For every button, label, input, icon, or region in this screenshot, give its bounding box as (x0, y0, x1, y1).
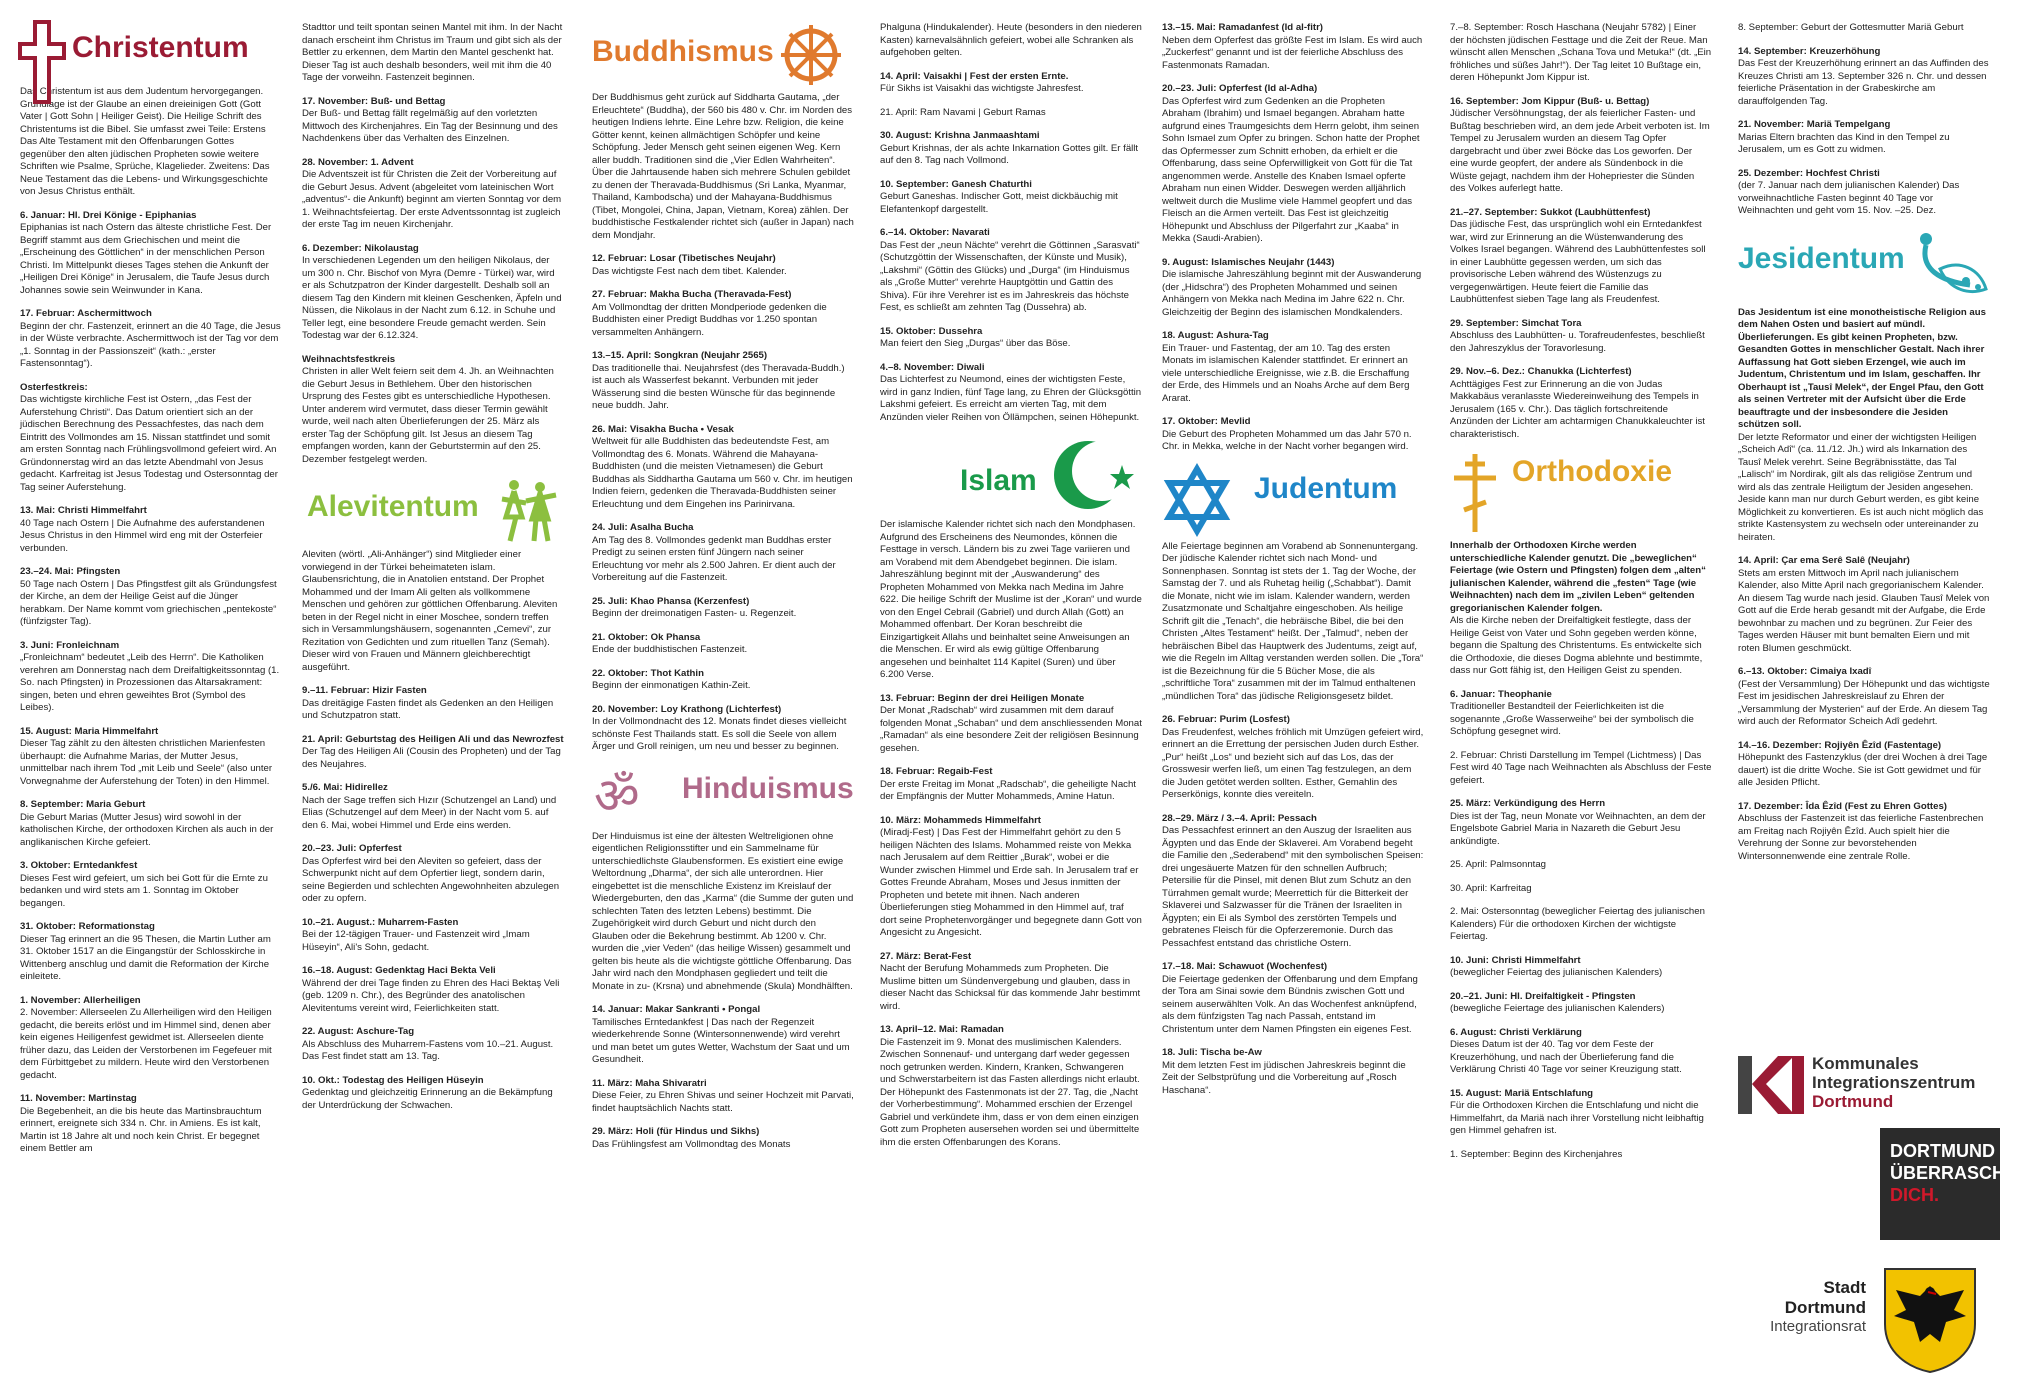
entry-islam-items-5: 13. April–12. Mai: Ramadan Die Fastenzeit im 9. Monat des muslimischen Kalenders. Zwischen Sonnenauf- und untergang darf weder gegessen noch getrunken werden. Kindern, Kranken, Schwangeren und Schwerstarbeitern ist das Fasten allerdings nicht erlaubt. Der Höhepunkt des Fastenmonats ist der 27. Tag, die „Nacht der Vorherbestimmung“. Mohammed erschien der Erzengel Gabriel und verkündete ihm, dass er von dem einen einzigen Gott zum Propheten ausersehen worden sei und übermittelte ihm die ersten Offenbarungen des Korans. (880, 1024, 1140, 1148)
dortmund-ueberrascht-logo (1880, 1128, 2019, 1240)
orthodoxie-header (1450, 452, 1712, 534)
entry-orthodoxie-items-9: 6. August: Christi Verklärung Dieses Datum ist der 40. Tag vor dem Feste der Kreuzerhöhung, und nach der Überlieferung fand die Verklärung Christi 40 Tage vor seiner Kreuzigung statt. (1450, 1026, 1682, 1075)
hinduismus-title: Hinduismus (682, 771, 854, 805)
entry-orthodoxie-items-5: 30. April: Karfreitag (1450, 882, 1532, 894)
entry-judentum-items-1: 26. Februar: Purim (Losfest) Das Freudenfest, welches fröhlich mit Umzügen gefeiert wird, erinnert an die Errettung der persischen Juden durch Esther. „Pur“ heißt „Los“ und bezieht sich auf das Los, das der Grosswesir werfen ließ, um einen Tag festzulegen, an dem die Juden getötet werden sollten. Esther, Gemahlin des Perserkönigs, konnte dies vereiteln. (1162, 714, 1424, 800)
entry-islam_col1-3: 18. August: Ashura-Tag Ein Trauer- und Fastentag, der am 10. Tag des ersten Monats im islamischen Kalender stattfindet. Er erinnert an viele unterschiedliche Ereignisse, wie z.B. die Erschaffung der Erde, des Himmels und an Noahs Arche auf dem Berg Ararat. (1162, 330, 1410, 404)
entry-christentum-col1-1: 6. Januar: Hl. Drei Könige - Epiphanias Epiphanias ist nach Ostern das älteste christliche Fest. Der Begriff stammt aus dem Griechischen und meint die „Erscheinung des Göttlichen“ in der menschlichen Person Christi. Im Mittelpunkt dieses Tages stehen die Ankunft der „Heiligen Drei Könige“ in Jerusalem, die Taufe Jesus durch Johannes sowie sein Weinwunder in Kana. (20, 209, 272, 296)
entry-orthodoxie-items-11: 1. September: Beginn des Kirchenjahres (1450, 1148, 1623, 1160)
kiz-line-1: Kommunales (1812, 1054, 1919, 1073)
entry-hinduismus-items-3: 29. März: Holi (für Hindus und Sikhs) Das Frühlingsfest am Vollmondtag des Monats (592, 1126, 791, 1150)
entry-judentum_col7-1: 16. September: Jom Kippur (Buß- u. Bettag) Jüdischer Versöhnungstag, der als feierlicher Fasten- und Bußtag beschrieben wird, an dem jede Arbeit verboten ist. Im Tempel zu Jerusalem wurden an diesem Tag Opfer dargebracht und über zwei Böcke das Los geworfen. Der eine wurde geopfert, der andere als Sündenbock in die Wüste gejagt, nachdem ihm der Hohepriester die Sünden des Volkes auferlegt hatte. (1450, 95, 1710, 194)
judentum-title: Judentum (1254, 471, 1398, 505)
column-2 (302, 22, 564, 1382)
entry-hinduismus_cont-4: 10. September: Ganesh Chaturthi Geburt Ganeshas. Indischer Gott, meist dickbäuchig mit Elefantenkopf dargestellt. (880, 178, 1118, 215)
entry-christentum-col1-3: Osterfestkreis: Das wichtigste kirchliche Fest ist Ostern, „das Fest der Auferstehung Christi“. Das Datum orientiert sich an der jüdischen Berechnung des Pessachfestes, das nach dem Eintritt des Vollmondes am 15. Nissan stattfindet und somit am ersten Sonntag nach Frühlingsvollmond gefeiert wird. An Gründonnerstag wird an das letzte Abendmahl von Jesus gedacht. Karfreitag ist Jesus Todestag und Ostersonntag der Tag seiner Auferstehung. (20, 381, 278, 493)
judentum-header (1162, 465, 1424, 535)
entry-hinduismus-items-0: Der Hinduismus ist eine der ältesten Weltreligionen ohne eigentlichen Religionsstifter und ein Sammelname für unterschiedlichste Glaubensformen. Es existiert eine ewige Weltordnung „Dharma“, der sich alle unterordnen. Hier eingebettet ist die menschliche Existenz im Kreislauf der Wiedergeburten, den das „Karma“ (die Summe der guten und schlechten Taten des letzten Lebens) bestimmt. Die Zugehörigkeit wird durch Geburt und nicht durch den Glauben oder die Bekehrung bestimmt. Ab 1200 v. Chr. wurden die „vier Veden“ (das heilige Wissen) gesammelt und gelten bis heute als die wichtigste göttliche Offenbarung. Das Jahr wird nach den Mondphasen gegliedert und teilt die Monate in zu- (Krsna) und abnehmende (Skula) Mondhälften. (592, 830, 854, 992)
entry-orthodoxie-items-3: 25. März: Verkündigung des Herrn Dies ist der Tag, neun Monate vor Weihnachten, an dem der Engelsbote Gabriel Maria in Nazareth die Geburt Jesu ankündigte. (1450, 798, 1706, 847)
christentum-text-1 (20, 86, 282, 1156)
entry-buddhismus-items-4: 26. Mai: Visakha Bucha • Vesak Weltweit für alle Buddhisten das bedeutendste Fest, am Vollmondtag des 6. Monats. Während die Mahayana-Buddhisten (und die meisten Vietnamesen) die Geburt Buddhas als Siddhartha Gautama um 560 v. Chr. im heutigen Indien feiern, gedenken die Theravada-Buddhisten seiner Erleuchtung und dem Eingehen ins Parinirvana. (592, 423, 853, 510)
entry-col8-1: 14. September: Kreuzerhöhung Das Fest der Kreuzerhöhung erinnert an das Auffinden des Kreuzes Christi am 13. September 326 n. Chr. und dessen feierliche Präsentation in der Grabeskirche am darauffolgenden Tag. (1738, 45, 1989, 107)
entry-orthodoxie-items-7: 10. Juni: Christi Himmelfahrt (beweglicher Feiertag des julianischen Kalenders) (1450, 954, 1663, 978)
entry-christentum-col2-3: 6. Dezember: Nikolaustag In verschiedenen Legenden um den heiligen Nikolaus, der um 300 n. Chr. Bischof von Myra (Demre - Türkei) war, wird er als Schutzpatron der Kinder dargestellt. Deshalb soll an diesem Tag den Kindern mit kleinen Geschenken, Äpfeln und Nüssen, die Nikolaus in der Nacht zum 6.12. in Schuhe und Teller legt, eine besondere Freude gemacht werden. Sein Todestag war der 6.12.324. (302, 242, 562, 341)
islam-header (880, 435, 1142, 513)
entry-judentum_col7-3: 29. September: Simchat Tora Abschluss des Laubhütten- u. Torafreudenfestes, beschließt den Jahreszyklus der Toravorlesung. (1450, 317, 1705, 354)
entry-jesidentum-items-0: Das Jesidentum ist eine monotheistische Religion aus dem Nahen Osten und basiert auf mündl. Überlieferungen. Es gibt keinen Propheten, bzw. Gesandten Gottes in menschlicher Gestalt. Nach ihrer Auffassung hat Gott sieben Erzengel, wie auch im Judentum, Christentum und im Islam, geschaffen. Ihr Oberhaupt ist „Tausî Melek“, der Engel Pfau, den Gott als seinen Vertreter mit der Aufsicht über die Erde beauftragte und der insbesondere die Jesiden schützen soll. Der letzte Reformator und einer der wichtigsten Heiligen „Scheich Adî“ (ca. 11./12. Jh.) wird als Inkarnation des Tausî Melek verehrt. Seine Begräbnisstätte, das Tal „Lalisch“ im Nordirak, gilt als das religiöse Zentrum und wird als das zentrale Heiligtum der Jesiden angesehen. Jeside kann man nur durch Geburt werden, es gibt keine Möglichkeit zu konvertieren. Es ist auch nicht möglich das strikte Kastensystem zu wechseln oder untereinander zu heiraten. (1738, 306, 1986, 543)
entry-islam_col1-4: 17. Oktober: Mevlid Die Geburt des Propheten Mohammed um das Jahr 570 n. Chr. in Mekka, welche in der Nacht vorher begangen wird. (1162, 416, 1412, 452)
entry-buddhismus-items-1: 12. Februar: Losar (Tibetisches Neujahr) Das wichtigste Fest nach dem tibet. Kalender. (592, 253, 787, 277)
entry-jesidentum-items-1: 14. April: Çar ema Serê Salê (Neujahr) Stets am ersten Mittwoch im April nach julianischem Kalender, also Mitte April nach gregorianischem Kalender. An diesem Tag wurde nach jesid. Glauben Tausî Melek von Gott auf die Erde herab gesandt mit der Aufgabe, die Erde bewohnbar zu machen und zu begrünen. Zur Feier des Tages werden Häuser mit bunt bemalten Eiern und mit roten Blumen geschmückt. (1738, 555, 1990, 654)
entry-islam-items-1: 13. Februar: Beginn der drei Heiligen Monate Der Monat „Radschab“ wird zusammen mit dem darauf folgenden Monat „Schaban“ und dem anschliessenden Monat „Ramadan“ als eine besondere Zeit der religiösen Besinnung gesehen. (880, 692, 1142, 754)
islam-title: Islam (960, 464, 1037, 497)
entry-alevitentum-items-8: 10. Okt.: Todestag des Heiligen Hüseyin Gedenktag und gleichzeitig Erinnerung an die Bekämpfung der Unterdrückung der Schwachen. (302, 1074, 553, 1111)
kiz-logo (1738, 1052, 1990, 1122)
entry-col8-0: 8. September: Geburt der Gottesmutter Mariä Geburt (1738, 22, 1964, 33)
entry-alevitentum-items-7: 22. August: Aschure-Tag Als Abschluss des Muharrem-Fastens vom 10.–21. August. Das Fest findet statt am 13. Tag. (302, 1026, 554, 1062)
dharma-wheel-icon (778, 22, 844, 88)
entry-hinduismus-items-2: 11. März: Maha Shivaratri Diese Feier, zu Ehren Shivas und seiner Hochzeit mit Parvati, findet hauptsächlich Nachts statt. (592, 1077, 854, 1114)
column-3 (592, 22, 854, 1382)
hinduismus-text-cont (880, 22, 1142, 424)
entry-judentum_col7-4: 29. Nov.–6. Dez.: Chanukka (Lichterfest) Achttägiges Fest zur Erinnerung an die von Judas Makkabäus veranlasste Wiedereinweihung des Tempels in Jerusalem (165 v. Chr.). Das täglich fortschreitende Anzünden der Lichter am achtarmigen Chanukkaleuchter ist charakteristisch. (1450, 366, 1705, 440)
orthodoxie-text (1450, 540, 1712, 1161)
entry-christentum-col1-0: Das Christentum ist aus dem Judentum hervorgegangen. Grundlage ist der Glaube an einen dreieinigen Gott (Gott Vater | Gott Sohn | Heiliger Geist). Die Heilige Schrift des Christentums ist die Bibel. Sie umfasst zwei Teile: Erstens Das Alte Testament mit den Offenbarungen Gottes gegenüber den alten jüdischen Propheten sowie weitere Schriften wie Psalme, Sprüche, Klagelieder. Zweitens: Das Neue Testament das die Lebens- und Wirkungsgeschichte von Jesus Christus enthält. (20, 86, 270, 197)
jesidentum-text (1738, 307, 1990, 864)
entry-christentum-col1-6: 3. Juni: Fronleichnam „Fronleichnam“ bedeutet „Leib des Herrn“. Die Katholiken verehren am Donnerstag nach dem Dreifaltigkeitssonntag (1. So. nach Pfingsten) in Prozessionen das Altarsakrament: singen, beten und ehren geweihtes Brot (Symbol des Leibes). (20, 639, 280, 713)
orthodoxie-text-cont (1738, 22, 1990, 218)
christentum-header (20, 22, 282, 80)
buddhismus-title: Buddhismus (592, 35, 774, 68)
entry-christentum-col1-11: 1. November: Allerheiligen 2. November: Allerseelen Zu Allerheiligen wird den Heiligen gedacht, die bereits erlöst und im Himmel sind, denen aber kein eigenes Heiligenfest gewidmet ist. Allerseelen diente früher dazu, das Leiden der Verstorbenen im Fegefeuer mit dem Fürbittgebet zu mildern. Heute wird den Verstorbenen gedacht. (20, 994, 272, 1081)
entry-islam-items-2: 18. Februar: Regaib-Fest Der erste Freitag im Monat „Radschab“, die geheiligte Nacht der Empfängnis der Mutter Mohammeds, Amine Hatun. (880, 766, 1136, 802)
peacock-icon (1910, 229, 1990, 301)
entry-alevitentum-items-6: 16.–18. August: Gedenktag Haci Bekta Veli Während der drei Tage finden zu Ehren des Haci Bektaş Veli (geb. 1209 n. Chr.), des Begründer des anatolischen Alevitentums vereint wird, Feierlichkeiten statt. (302, 965, 560, 1014)
column-6 (1450, 22, 1712, 1382)
entry-hinduismus_cont-7: 4.–8. November: Diwali Das Lichterfest zu Neumond, eines der wichtigsten Feste, wird in ganz Indien, fünf Tage lang, zu Ehren der Glücksgöttin Lakshmi gefeiert. Es erreicht am vierten Tag, mit dem Anzünden vieler Reihen von Öllämpchen, seinen Höhepunkt. (880, 361, 1142, 423)
entry-orthodoxie-items-8: 20.–21. Juni: Hl. Dreifaltigkeit - Pfingsten (bewegliche Feiertage des julianischen Kalenders) (1450, 990, 1665, 1014)
jesidentum-header (1738, 229, 1990, 301)
ki-logo-icon (1738, 1056, 1804, 1114)
entry-buddhismus-items-2: 27. Februar: Makha Bucha (Theravada-Fest) Am Vollmondtag der dritten Mondperiode gedenken die Buddhisten einer Predigt Buddhas vor 1.250 spontan versammelten Anhängern. (592, 289, 827, 338)
entry-christentum-col1-9: 3. Oktober: Erntedankfest Dieses Fest wird gefeiert, um sich bei Gott für die Ernte zu bedanken und wird stets am 1. Sonntag im Oktober begangen. (20, 860, 268, 909)
entry-orthodoxie-items-1: 6. Januar: Theophanie Traditioneller Bestandteil der Feierlichkeiten ist die sogenannte „Große Wasserweihe“ bei der symbolisch die Schöpfung gesegnet wird. (1450, 688, 1694, 737)
entry-islam_col1-1: 20.–23. Juli: Opferfest (Id al-Adha) Das Opferfest wird zum Gedenken an die Propheten Abraham (Ibrahim) und Ismael begangen. Abraham hatte aufgrund eines Traumgesichts dem Herrn gelobt, ihm seinen Sohn Ismael zum Opfer zu bringen. Schon hatte der Prophet das Opfermesser zum Schnitt erhoben, da erhielt er die Offenbarung, dass seine Opferwilligkeit von Gott für die Tat angenommen werde. Anstelle des Knaben Ismael opferte Abraham nun einen Widder. Deswegen werden alljährlich weltweit durch die Muslime viele Hammel geopfert und das Fleisch an die Armen verteilt. Das Fest ist gleichzeitig Höhepunkt und Abschluss der Pilgerfahrt zur „Kaaba“ in Mekka (Saudi-Arabien). (1162, 83, 1420, 244)
cross-icon (20, 22, 64, 102)
kiz-line-2: Integrationszentrum (1812, 1073, 1976, 1092)
eagle-crest-icon (1880, 1264, 1980, 1374)
buddhismus-text (592, 92, 854, 754)
entry-christentum-col2-1: 17. November: Buß- und Bettag Der Buß- und Bettag fällt regelmäßig auf den vorletzten Mittwoch des Kirchenjahres. Ein Tag der Besinnung und des Nachdenkens über das Verhalten des Einzelnen. (302, 95, 558, 144)
buddhismus-header (592, 22, 854, 86)
entry-buddhismus-items-9: 20. November: Loy Krathong (Lichterfest) In der Vollmondnacht des 12. Monats findet dieses vielleicht schönste Fest Thailands statt. Es soll die Seele von allem Ärger und Groll reinigen, um neu und besser zu beginnen. (592, 703, 847, 752)
entry-islam_col1-0: 13.–15. Mai: Ramadanfest (Id al-fitr) Neben dem Opferfest das größte Fest im Islam. Es wird auch „Zuckerfest“ genannt und ist der feierliche Abschluss des Fastenmonats Ramadan. (1162, 22, 1423, 71)
orthodoxie-title: Orthodoxie (1512, 455, 1673, 488)
column-4 (880, 22, 1142, 1382)
judentum-text-cont (1450, 22, 1712, 441)
integrationsrat-text: Integrationsrat (1770, 1318, 1866, 1335)
entry-orthodoxie-items-6: 2. Mai: Ostersonntag (beweglicher Feiertag des julianischen Kalenders) Für die orthodoxen Kirchen der wichtigste Feiertag. (1450, 906, 1705, 942)
entry-hinduismus_cont-5: 6.–14. Oktober: Navarati Das Fest der „neun Nächte“ verehrt die Göttinnen „Sarasvati“ (Schutzgöttin der Wissenschaften, der Künste und Musik), „Lakshmi“ (Göttin des Glücks) und „Durga“ (im Hinduismus als „Große Mutter“ verehrte Hauptgöttin und Gattin des Shiva). Für ihre Verehrer ist es im Jahreskreis das höchste Fest, es schließt am zehnten Tag (Dussehra) ab. (880, 227, 1140, 313)
entry-christentum-col1-12: 11. November: Martinstag Die Begebenheit, an die bis heute das Martinsbrauchtum erinnert, ereignete sich 334 n. Chr. in Amiens. Es ist kalt, Martin ist 18 Jahre alt und noch kein Christ. Er begegnet einem Bettler am (20, 1093, 262, 1154)
entry-christentum-col1-4: 13. Mai: Christi Himmelfahrt 40 Tage nach Ostern | Die Aufnahme des auferstandenen Jesus Christus in den Himmel wird eng mit der Osterfeier verbunden. (20, 505, 265, 554)
hinduismus-text (592, 831, 854, 1152)
dortmund-line-2: ÜBERRASCHT. (1890, 1163, 2019, 1183)
entry-hinduismus_cont-6: 15. Oktober: Dussehra Man feiert den Sieg „Durgas“ über das Böse. (880, 325, 1071, 349)
christentum-title: Christentum (72, 31, 249, 64)
column-1 (20, 22, 282, 1382)
entry-buddhismus-items-3: 13.–15. April: Songkran (Neujahr 2565) Das traditionelle thai. Neujahrsfest (des Theravada-Buddh.) ist auch als Wasserfest bekannt. Verbunden mit jeder Wässerung sind die besten Wünsche für das beginnende neue buddh. Jahr. (592, 350, 845, 411)
entry-jesidentum-items-2: 6.–13. Oktober: Cimaiya Ixadî (Fest der Versammlung) Der Höhepunkt und das wichtigste Fest im jesidischen Jahreskreislauf zu Ehren der „Versammlung der Mysterien“ auf der Erde. An diesem Tag wird auch der Reformator Scheich Adî gedehrt. (1738, 666, 1990, 727)
star-of-david-icon (1162, 465, 1232, 535)
stadt-dortmund-logo (1738, 1272, 1990, 1372)
entry-alevitentum-items-3: 5./6. Mai: Hidirellez Nach der Sage treffen sich Hızır (Schutzengel an Land) und Elias (Schutzengel auf dem Meer) in der Nacht vom 5. auf den 6. Mai, wobei Himmel und Erde eins werden. (302, 782, 557, 831)
dancers-icon (492, 477, 562, 543)
entry-buddhismus-items-8: 22. Oktober: Thot Kathin Beginn der einmonatigen Kathin-Zeit. (592, 667, 751, 691)
svg-text:ॐ: ॐ (594, 766, 640, 825)
entry-col8-3: 25. Dezember: Hochfest Christi (der 7. Januar nach dem julianischen Kalender) Das vorweihnachtliche Fasten beginnt 40 Tage vor Weihnachten und geht vom 15. Nov. –25. Dez. (1738, 167, 1960, 216)
entry-islam-items-4: 27. März: Berat-Fest Nacht der Berufung Mohammeds zum Propheten. Die Muslime bitten um Sündenvergebung und glauben, dass in dieser Nacht das Schicksal für das kommende Jahr bestimmt wird. (880, 950, 1141, 1012)
entry-christentum-col2-0: Stadttor und teilt spontan seinen Mantel mit ihm. In der Nacht danach erscheint ihm Christus im Traum und gibt sich als der Bettler zu erkennen, dem Martin den Mantel geschenkt hat. Dieser Tag ist auch deshalb besonders, weil mit ihm die 40 Tage der vorweihn. Fastenzeit beginnen. (302, 22, 563, 83)
entry-christentum-col1-2: 17. Februar: Aschermittwoch Beginn der chr. Fastenzeit, erinnert an die 40 Tage, die Jesus in der Wüste verbrachte. Aschermittwoch ist der Tag vor dem „1. Sonntag in der Passionszeit“ (kath.: „erster Fastensonntag“). (20, 308, 281, 369)
entry-alevitentum-items-5: 10.–21. August.: Muharrem-Fasten Bei der 12-tägigen Trauer- und Fastenzeit wird „Imam Hüseyin“, Ali's Sohn, gedacht. (302, 916, 530, 953)
hinduismus-header (592, 765, 854, 825)
alevitentum-header (302, 477, 564, 543)
jesidentum-title: Jesidentum (1738, 241, 1905, 275)
entry-islam-items-0: Der islamische Kalender richtet sich nach den Mondphasen. Aufgrund des Erscheinens des Neumondes, können die Festtage in versch. Ländern bis zu zwei Tage variieren und am Vorabend mit dem Abendgebet beginnen. Die islam. Jahreszählung beginnt mit der „Auswanderung“ des Propheten Mohammed von Mekka nach Medina im Jahre 622. Die heilige Schrift der Muslime ist der „Koran“ und wurde von den Engel Cebrail (Gabriel) und durch Allah (Gott) an Mohammed offenbart. Der Koran beschreibt die Einzigartigkeit Allahs und beinhaltet seine Anweisungen an die Menschen. Er wird als ewig gültige Offenbarung angesehen und beinhaltet 114 Kapitel (Suren) und über 6.200 Verse. (880, 519, 1142, 680)
entry-christentum-col1-8: 8. September: Maria Geburt Die Geburt Marias (Mutter Jesus) wird sowohl in der katholischen Kirche, der orthodoxen Kirchen als auch in der anglikanischen Kirche gefeiert. (20, 799, 274, 848)
entry-orthodoxie-items-10: 15. August: Mariä Entschlafung Für die Orthodoxen Kirchen die Entschlafung und nicht die Himmelfahrt, da Mariä nach ihrer Vorstellung nicht leibhaftig gen Himmel gehafren ist. (1450, 1087, 1704, 1136)
entry-jesidentum-items-4: 17. Dezember: Îda Êzîd (Fest zu Ehren Gottes) Abschluss der Fastenzeit ist das feierliche Fastenbrechen am Freitag nach Rojiyên Êzîd. Auch spielt hier die Verehrung der Sonne zur bevorstehenden Wintersonnenwende eine zentrale Rolle. (1738, 800, 1984, 862)
entry-christentum-col1-7: 15. August: Maria Himmelfahrt Dieser Tag zählt zu den ältesten christlichen Marienfesten überhaupt: die Aufnahme Marias, der Mutter Jesus, unmittelbar nach ihrem Tod „mit Leib und Seele“ (also unter Vorwegnahme der Auferstehung der Toten) in den Himmel. (20, 725, 273, 787)
entry-col8-2: 21. November: Mariä Tempelgang Marias Eltern brachten das Kind in den Tempel zu Jerusalem, um es Gott zu widmen. (1738, 119, 1950, 155)
islam-text-cont (1162, 22, 1424, 454)
entry-hinduismus_cont-0: Phalguna (Hindukalender). Heute (besonders in den niederen Kasten) karnevalsähnlich gefeiert, wobei alle Schranken als aufgehoben gelten. (880, 22, 1142, 58)
entry-christentum-col1-10: 31. Oktober: Reformationstag Dieser Tag erinnert an die 95 Thesen, die Martin Luther am 31. Oktober 1517 an die Eingangstür der Schlosskirche in Wittenberg anschlug und damit die Reformation der Kirche einleitete. (20, 921, 271, 982)
entry-christentum-col1-5: 23.–24. Mai: Pfingsten 50 Tage nach Ostern | Das Pfingstfest gilt als Gründungsfest der Kirche, an dem der Heilige Geist auf die Jünger herabkam. Der Name kommt vom griechischen „pentekoste“ (fünfzigster Tag). (20, 566, 277, 627)
kiz-city: Dortmund (1812, 1092, 1894, 1111)
entry-islam_col1-2: 9. August: Islamisches Neujahr (1443) Die islamische Jahreszählung beginnt mit der Auswanderung (der „Hidschra“) des Propheten Mohammed und seinen Anhängern von Mekka nach Medina im Jahre 622 n. Chr. Gleichzeitig der Beginn des islamischen Mondkalenders. (1162, 256, 1422, 318)
entry-hinduismus_cont-3: 30. August: Krishna Janmaashtami Geburt Krishnas, der als achte Inkarnation Gottes gilt. Er fällt auf den 8. Tag nach Vollmond. (880, 130, 1139, 166)
entry-buddhismus-items-7: 21. Oktober: Ok Phansa Ende der buddhistischen Fastenzeit. (592, 631, 748, 655)
entry-judentum_col7-0: 7.–8. September: Rosch Haschana (Neujahr 5782) | Einer der höchsten jüdischen Festtage und die Zeit der Reue. Man wünscht allen Menschen „Schana Tova und Metuka!“ (dt. „Ein fröhliches und süßes Jahr!“). Der Tag leitet 10 Bußtage ein, deren Höhepunkt Jom Kippur ist. (1450, 22, 1712, 83)
entry-hinduismus_cont-1: 14. April: Vaisakhi | Fest der ersten Ernte. Für Sikhs ist Vaisakhi das wichtigste Jahresfest. (880, 70, 1084, 94)
crescent-star-icon (1052, 435, 1142, 513)
dortmund-line-1: DORTMUND (1890, 1141, 1995, 1161)
orthodox-cross-icon (1450, 452, 1500, 534)
entry-christentum-col2-4: Weihnachtsfestkreis Christen in aller Welt feiern seit dem 4. Jh. an Weihnachten die Geburt Jesus in Bethlehem. Über den historischen Ursprung des Festes gibt es unterschiedliche Hypothesen. Unter anderem wird vermutet, dass dieser Termin gewählt wurde, weil nach alten Überlieferungen der 25. März als erster Tag der Schöpfung gilt. Ist Jesus an diesem Tag empfangen worden, kann der Geburtstermin auf den 25. Dezember festgelegt werden. (302, 353, 554, 465)
entry-judentum-items-0: Alle Feiertage beginnen am Vorabend ab Sonnenuntergang. Der jüdische Kalender richtet sich nach Mond- und Sonnenphasen. Sonntag ist stets der 1. Tag der Woche, der Samstag der 7. und als Ruhetag heilig („Schabbat“). Damit die Monate, nicht wie im islam. Kalender wandern, werden Zusatzmonate und Schaltjahre eingeschoben. Als heilige Schrift gilt die „Tenach“, die hebräische Bibel, die bei den Christen „Altes Testament“ heißt. Der „Talmud“, neben der hebräischen Bibel das Hauptwerk des Judentums, zeigt auf, wie die Regeln im Alltag verstanden werden sollen. Die „Tora“ ist die Bezeichnung für die 5 Bücher Mose, die als „schriftliche Tora“ zusammen mit der im Talmud enthaltenen „mündlichen Tora“ das jüdische Religionsgesetz bildet. (1162, 540, 1424, 702)
entry-hinduismus-items-1: 14. Januar: Makar Sankranti • Pongal Tamilisches Erntedankfest | Das nach der Regenzeit wiederkehrende Sonne (Wintersonnenwende) wird verehrt und man betet um gutes Wetter, Wachstum der Saat und um Gesundheit. (592, 1004, 850, 1065)
entry-judentum-items-4: 18. Juli: Tischa be-Aw Mit dem letzten Fest im jüdischen Jahreskreis beginnt die Zeit der Selbstprüfung und die Vorbereitung auf „Rosch Haschana“. (1162, 1047, 1406, 1096)
entry-alevitentum-items-1: 9.–11. Februar: Hizir Fasten Das dreitägige Fasten findet als Gedenken an den Heiligen und Schutzpatron statt. (302, 685, 554, 721)
stadt-dortmund-text: Stadt Dortmund (1784, 1278, 1866, 1317)
islam-text (880, 519, 1142, 1149)
om-icon (592, 765, 652, 825)
entry-buddhismus-items-6: 25. Juli: Khao Phansa (Kerzenfest) Beginn der dreimonatigen Fasten- u. Regenzeit. (592, 595, 797, 619)
entry-judentum-items-2: 28.–29. März / 3.–4. April: Pessach Das Pessachfest erinnert an den Auszug der Israeliten aus Ägypten und das Ende der Sklaverei. Am Vorabend begeht die Familie den „Sederabend“ mit den symbolischen Speisen: drei ungesäuerte Matzen für den schnellen Aufbruch; Petersilie für die Pinsel, mit denen Blut zum Schutz an den Türrahmen gemalt wurde; Meerrettich für die Bitterkeit der Sklaverei und Salzwasser für die Tränen der Israeliten in Ägypten; ein Ei als Symbol des zerstörten Tempels und gebratenes Fleisch für die Opferzeremonie. Durch das Pessachfest entstand das christliche Ostern. (1162, 812, 1424, 949)
entry-orthodoxie-items-0: Innerhalb der Orthodoxen Kirche werden unterschiedliche Kalender genutzt. Die „beweglichen“ Feiertage (wie Ostern und Pfingsten) folgen dem „alten“ julianischen Kalender, während die „festen“ Tage (wie Weihnachten) nach dem im „zivilen Leben“ geltenden gregorianischen Kalender folgen. Als die Kirche neben der Dreifaltigkeit festlegte, dass der Heilige Geist von Vater und Sohn gegeben werden könne, begann die Spaltung des Christentums. Es entwickelte sich die Orthodoxie, die dieses Dogma ablehnte und bestimmte, dass nur Gott fähig ist, den Heiligen Geist zu spenden. (1450, 540, 1706, 676)
entry-christentum-col2-2: 28. November: 1. Advent Die Adventszeit ist für Christen die Zeit der Vorbereitung auf die Geburt Jesus. Advent (abgeleitet vom lateinischen Wort „adventus“- die Ankunft) beginnt am vierten Sonntag vor dem 1. Weihnachtsfeiertag. Der erste Adventssonntag ist zugleich der erste Tag im neuen Kirchenjahr. (302, 156, 562, 230)
entry-alevitentum-items-0: Aleviten (wörtl. „Ali-Anhänger“) sind Mitglieder einer vorwiegend in der Türkei beheimateten islam. Glaubensrichtung, die in Anatolien entstand. Der Prophet Mohammed und der Imam Ali gelten als vollkommene Menschen und gehören zur göttlichen Offenbarung. Aleviten beten in der Regel nicht in einer Moschee, sondern treffen sich in Versammlungshäusern, sogenannten „Cemevi“, zur Rezitation von Gedichten und zum rituellen Tanz (Semah). Dieser wird von Frauen und Männern gleichberechtigt ausgeführt. (302, 549, 558, 673)
entry-judentum-items-3: 17.–18. Mai: Schawuot (Wochenfest) Die Feiertage gedenken der Offenbarung und dem Empfang der Tora am Sinai sowie dem Bündnis zwischen Gott und seinem auserwählten Volk. An das Wochenfest anknüpfend, als dem fünfzigsten Tag nach Passah, entstand im Christentum unter dem Namen Pfingsten ein eigenes Fest. (1162, 961, 1418, 1035)
entry-alevitentum-items-2: 21. April: Geburtstag des Heiligen Ali und das Newrozfest Der Tag des Heiligen Ali (Cousin des Propheten) und der Tag des Neujahres. (302, 733, 564, 770)
dortmund-line-3: DICH. (1890, 1185, 1939, 1205)
christentum-text-2 (302, 22, 564, 466)
alevitentum-text (302, 549, 564, 1112)
entry-orthodoxie-items-2: 2. Februar: Christi Darstellung im Tempel (Lichtmess) | Das Fest wird 40 Tage nach Weihnachten als Abschluss der Feste gefeiert. (1450, 749, 1712, 786)
entry-buddhismus-items-5: 24. Juli: Asalha Bucha Am Tag des 8. Vollmondes gedenkt man Buddhas erster Predigt zu seinen ersten fünf Jüngern nach seiner Erleuchtung vor mehr als 2.500 Jahren. Er dient auch der Vorbereitung auf die Fastenzeit. (592, 522, 836, 583)
entry-buddhismus-items-0: Der Buddhismus geht zurück auf Siddharta Gautama, „der Erleuchtete“ (Buddha), der 560 bis 480 v. Chr. im Norden des heutigen Indiens lehrte. Eine Lehre bzw. Religion, die keine Götter kennt, keinen allmächtigen Schöpfer und keine Schöpfung. Jeder Mensch geht seinen eigenen Weg. Kern aller buddh. Traditionen sind die „Vier Edlen Wahrheiten“. Über die Jahrtausende haben sich mehrere Schulen gebildet zu denen der Theravada-Buddhismus (Sri Lanka, Myanmar, Thailand, Kambodscha) und der Mahayana-Buddhismus (Tibet, Mongolei, China, Japan, Vietnam, Korea) zählen. Der buddhistische Festkalender richtet sich (außer in Japan) nach dem Mondjahr. (592, 92, 854, 241)
judentum-text (1162, 541, 1424, 1098)
column-5 (1162, 22, 1424, 1382)
entry-orthodoxie-items-4: 25. April: Palmsonntag (1450, 859, 1546, 870)
entry-jesidentum-items-3: 14.–16. Dezember: Rojiyên Êzîd (Fastentage) Höhepunkt des Fastenzyklus (der drei Wochen à drei Tage dauert) ist die dritte Woche. Sie ist Gott gewidmet und für alle Jesiden Pflicht. (1738, 739, 1988, 788)
alevitentum-title: Alevitentum (307, 490, 479, 523)
entry-hinduismus_cont-2: 21. April: Ram Navami | Geburt Ramas (880, 106, 1046, 118)
entry-judentum_col7-2: 21.–27. September: Sukkot (Laubhüttenfest) Das jüdische Fest, das ursprünglich wohl ein Erntedankfest war, wird zur Erinnerung an die Wüstenwanderung des Volkes Israel begangen. Während des Laubhüttenfestes soll in einer Laubhütte gegessen werden, um sich das provisorische Leben während des Wüstenzugs zu vergegenwärtigen. Heute feiert die Familie das Laubhüttenfest sieben Tage lang als Freudenfest. (1450, 206, 1706, 305)
entry-islam-items-3: 10. März: Mohammeds Himmelfahrt (Miradj-Fest) | Das Fest der Himmelfahrt gehört zu den 5 heiligen Nächten des Islams. Mohammed reiste von Mekka nach Jerusalem auf dem Reittier „Burak“, wobei er die Wunder zwischen Himmel und Erde sah. In Jerusalem traf er Gottes Freunde Abraham, Moses und Jesus inmitten der Propheten und betete mit ihnen. Nach anderen Überlieferungen stieg Mohammed in den Himmel auf, traf dort seine Prophetenvorgänger und begegnete dann Gott von Angesicht zu Angesicht. (880, 814, 1142, 938)
entry-alevitentum-items-4: 20.–23. Juli: Opferfest Das Opferfest wird bei den Aleviten so gefeiert, dass der Schwerpunkt nicht auf dem Opfertier liegt, sondern darin, seine Begierden und schlechten Angewohnheiten abzulegen oder zu opfern. (302, 843, 560, 904)
